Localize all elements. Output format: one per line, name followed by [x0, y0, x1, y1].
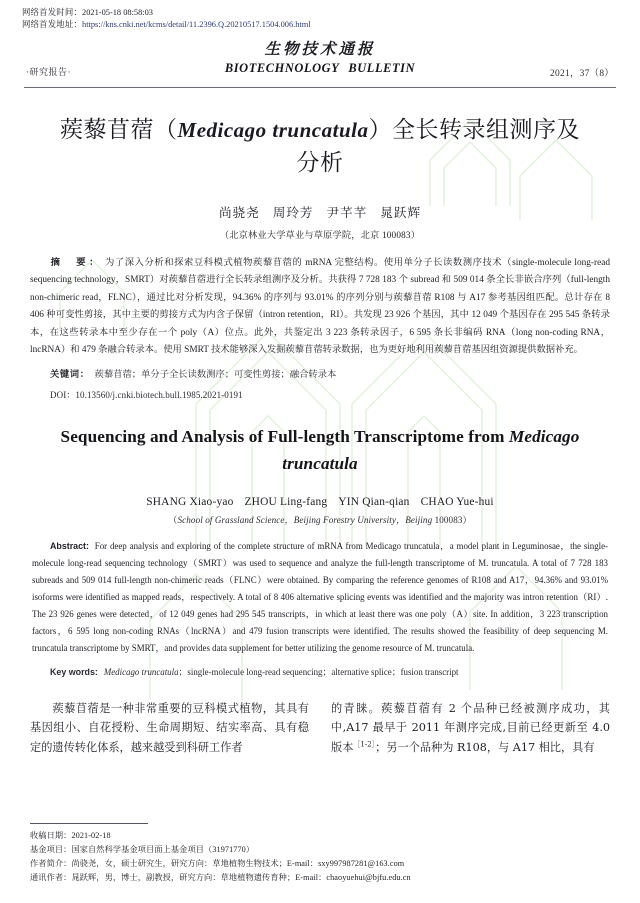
article-title-english [42, 423, 598, 477]
abstract-english [32, 538, 608, 658]
cnki-publish-time-label: 网络首发时间： [22, 8, 83, 17]
abstract-chinese-text: 为了深入分析和探索豆科模式植物蒺藜苜蓿的 mRNA 完整结构。使用单分子长读数测序技术（single-molecule long-read sequencing technology，SMRT）对蒺藜苜蓿进行全长转录组测序及分析。共获得 7 728 183 个 subread 和 509 014 条全长非嵌合序列（full-length non-chimeric read，FLNC），通过比对分析发现，94.36% 的序列与 93.01% 的序列分别与蒺藜苜蓿 R108 与 A17 参考基因组匹配。总计存在 8 406 种可变性剪接，其中主要的剪接方式为内含子保留（intron retention，RI）。共发现 23 926 个基因，其中 12 049 个基因存在 295 545 条转录本，在这些转录本中至少存在一个 poly（A）位点。此外，共鉴定出 3 223 条转录因子，6 595 条长非编码 RNA（long non-coding RNA，lncRNA）和 479 条融合转录本。使用 SMRT 技术能够深入发掘蒺藜苜蓿转录数据，也为更好地利用蒺藜苜蓿基因组资源提供数据补充。 [30, 257, 610, 356]
cnki-publish-time-row [22, 7, 640, 19]
keywords-english-label: Key words: [50, 667, 98, 678]
affiliation-english-close: ） [462, 514, 472, 525]
author-english-4: CHAO Yue-hui [420, 495, 494, 508]
body-column-left [30, 699, 309, 757]
abstract-english-text: For deep analysis and exploring of the complete structure of mRNA from Medicago truncatula，a model plant in Leguminosae，the single-molecule long-read sequencing technology（SMRT）was used to sequence and analyze the full-length transcriptome of M. truncatula. A total of 7 728 183 subreads and 509 014 full-length non-chimeric reads（FLNC）were obtained. By comparing the reference genomes of R108 and A17，94.36% and 93.01% isoforms were identified as mapped reads，respectively. A total of 8 406 alternative splicing events was identified and the majority was intron retention（RI）. The 23 926 genes were detected，of 12 049 genes had 295 545 transcripts，in which at least there was one poly（A）site. In addition，3 223 transcription factors，6 595 long non-coding RNAs（lncRNA）and 479 fusion transcripts were identified. The results showed the feasibility of deep sequencing M. truncatula transcriptome by SMRT，and provides data supplement for better utilizing the genome resource of M. truncatula. [32, 540, 608, 654]
keywords-english-species: Medicago truncatula [103, 667, 179, 678]
cnki-publish-url-row [22, 19, 640, 31]
keywords-chinese-text: 蒺藜苜蓿；单分子全长读数测序；可变性剪接；融合转录本 [94, 369, 337, 380]
keywords-english-rest: ；single-molecule long-read sequencing；alternative splice；fusion transcript [178, 667, 459, 678]
footnote-block [30, 823, 610, 885]
affiliation-english-postcode: 100083 [432, 514, 463, 525]
body-text-right-1: 的青睐。蒺藜苜蓿有 2 个品种已经被测序成功，其中,A17 最早于 2011 年测序完成,目前已经更新至 4.0 版本 [331, 702, 610, 754]
body-columns [30, 699, 610, 757]
doi-line[interactable]: DOI：10.13560/j.cnki.biotech.bull.1985.2021-0191 [50, 390, 243, 401]
cnki-publish-url-label: 网络首发地址： [22, 20, 83, 30]
body-text-left: 蒺藜苜蓿是一种非常重要的豆科模式植物，其具有基因组小、自花授粉、生命周期短、结实率高、具有稳定的遗传转化体系，越来越受到科研工作者 [30, 702, 309, 754]
affiliation-chinese: （北京林业大学草业与草原学院，北京 100083） [219, 229, 421, 240]
abstract-chinese-label: 摘 要： [50, 257, 103, 268]
author-english-3: YIN Qian-qian [338, 495, 410, 508]
abstract-chinese [30, 255, 610, 360]
author-chinese-3: 尹芊芊 [326, 204, 368, 220]
footnote-received-date: 收稿日期：2021-02-18 [30, 830, 111, 840]
title-english-species-genus: Medicago [508, 427, 580, 447]
body-paragraph-left [30, 699, 309, 757]
footnote-funding: 基金项目：国家自然科学基金项目面上基金项目（31971770） [30, 844, 255, 854]
author-english-2: ZHOU Ling-fang [244, 495, 328, 508]
footnote-corresponding-author: 通讯作者：晁跃辉，男，博士，副教授，研究方向：草地植物遗传育种；E-mail：chaoyuehui@bjfu.edu.cn [30, 872, 411, 882]
title-chinese-part1: 蒺藜苜蓿（ [60, 117, 178, 144]
cnki-first-publication-header [0, 0, 640, 31]
journal-name-english [0, 61, 640, 76]
authors-chinese [0, 202, 640, 221]
title-species-name: Medicago truncatula [177, 118, 369, 143]
affiliation-english-open: （ [168, 514, 178, 525]
affiliation-english-text: School of Grassland Science，Beijing Forestry University，Beijing [177, 514, 433, 525]
title-chinese-part2: ）全长转录组测序及 [368, 117, 580, 144]
keywords-chinese-label: 关键词： [50, 369, 90, 380]
body-paragraph-right [331, 699, 610, 757]
title-english-species-epithet: truncatula [282, 454, 358, 474]
running-head [0, 61, 640, 83]
keywords-chinese [30, 367, 610, 384]
journal-masthead [0, 37, 640, 59]
header-divider [24, 87, 616, 88]
authors-english [0, 496, 640, 508]
body-column-right [331, 699, 610, 757]
affiliation-english [0, 513, 640, 526]
journal-name-english-part1: BIOTECHNOLOGY [224, 61, 340, 76]
journal-name-english-part2: BULLETIN [348, 61, 416, 76]
author-chinese-4: 晁跃辉 [380, 204, 422, 220]
volume-issue-label: 2021，37（8） [550, 69, 614, 80]
keywords-english [32, 664, 608, 681]
citation-reference[interactable]: ［1-2］ [353, 739, 376, 748]
author-english-1: SHANG Xiao-yao [146, 495, 234, 508]
body-text-right-2: ；另一个品种为 R108，与 A17 相比，具有 [375, 740, 595, 754]
article-title-chinese [44, 114, 596, 179]
author-chinese-1: 尚骁尧 [218, 204, 260, 220]
footnote-divider [30, 823, 148, 824]
title-chinese-part3: 分析 [296, 150, 344, 177]
cnki-publish-url-link[interactable]: https://kns.cnki.net/kcms/detail/11.2396.Q.20210517.1504.006.html [82, 20, 311, 30]
title-english-main: Sequencing and Analysis of Full-length Transcriptome from [60, 427, 509, 447]
section-label: ·研究报告· [26, 67, 71, 78]
abstract-english-label: Abstract: [50, 540, 89, 551]
footnote-author-bio: 作者简介：尚骁尧，女，硕士研究生，研究方向：草地植物生物技术；E-mail：sxy997987281@163.com [30, 858, 405, 868]
author-chinese-2: 周玲芳 [272, 204, 314, 220]
journal-name-chinese: 生物技术通报 [264, 39, 376, 59]
cnki-publish-time-value: 2021-05-18 08:58:03 [82, 8, 153, 17]
